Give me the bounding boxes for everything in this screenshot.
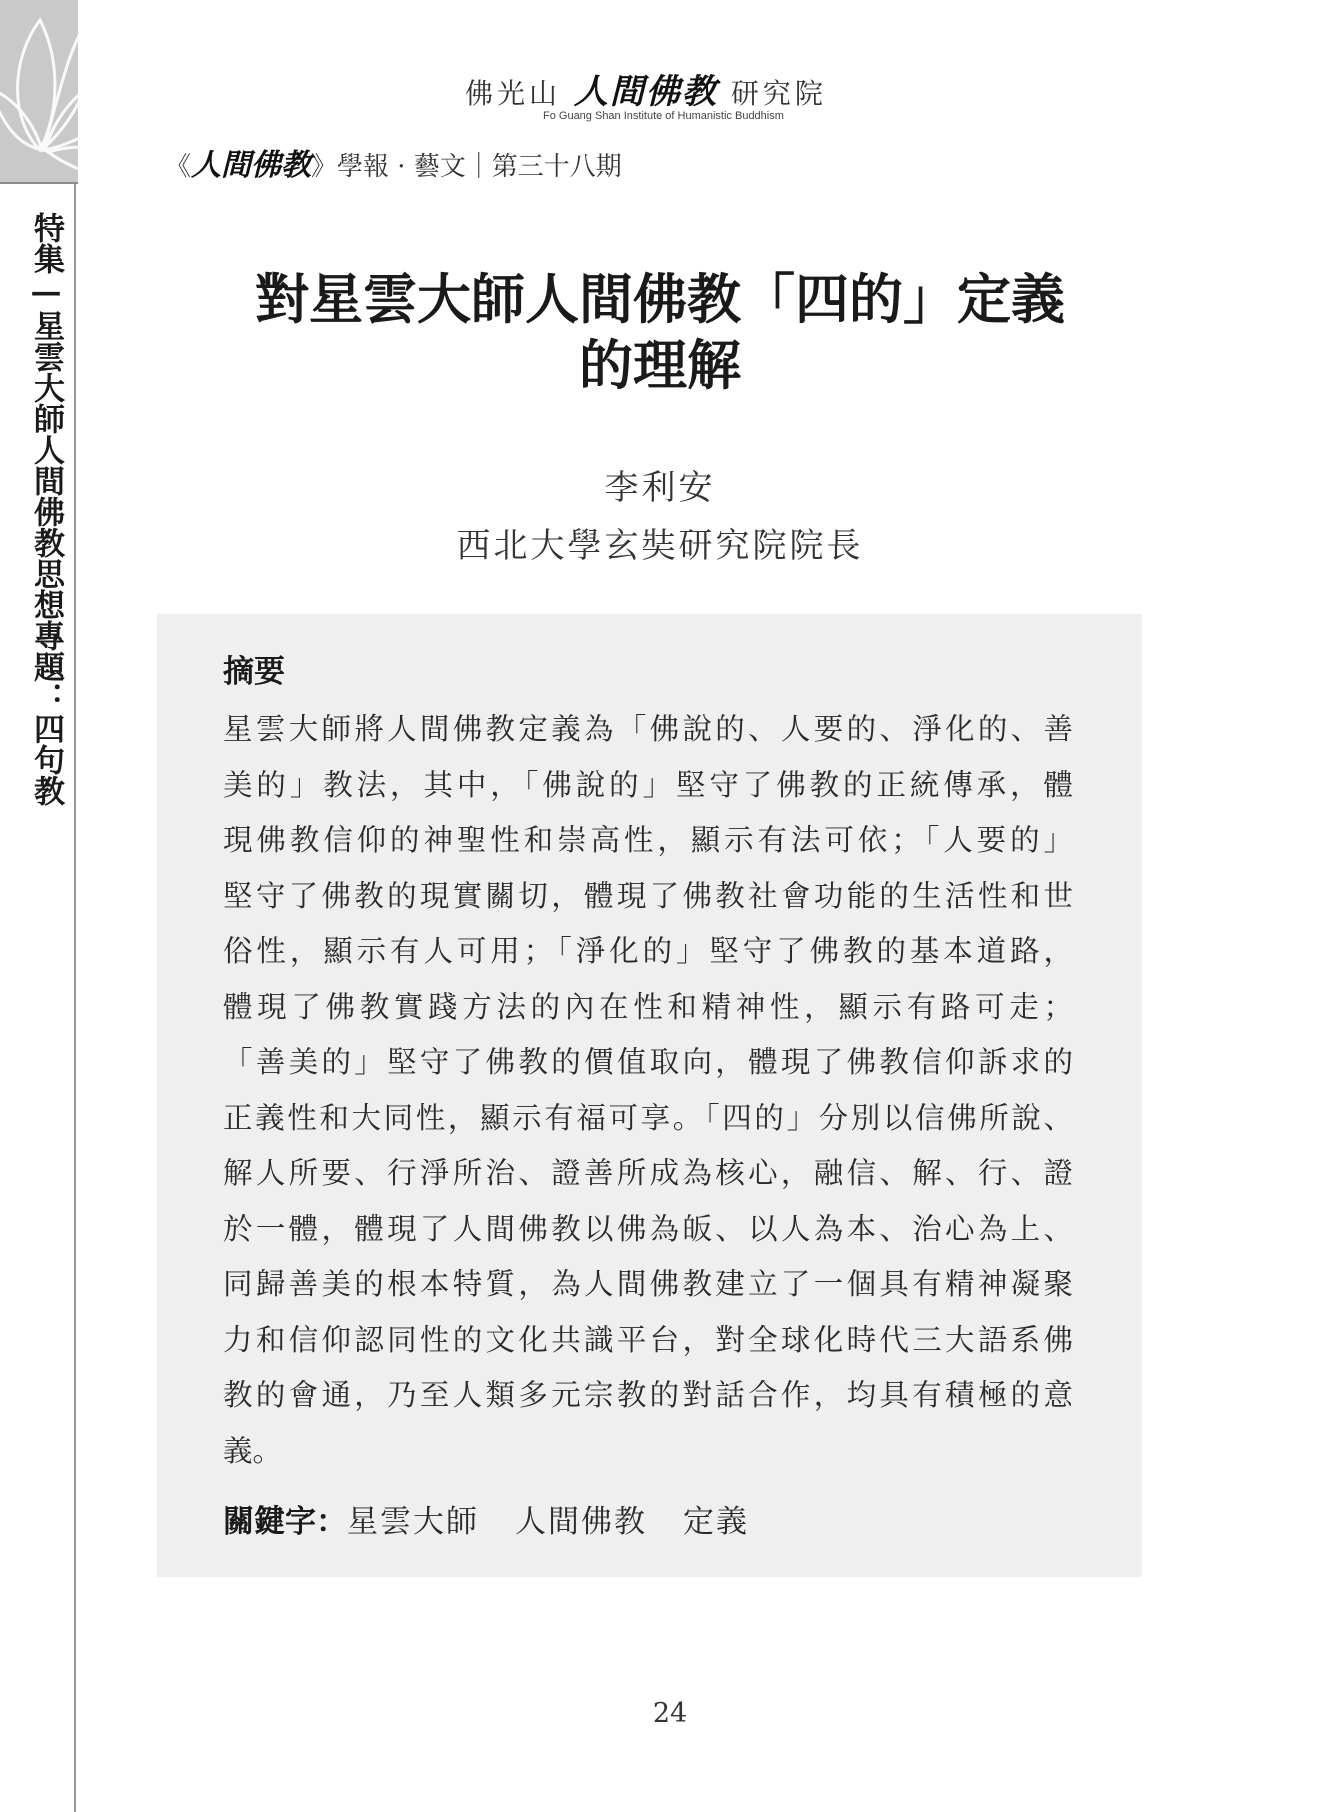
abstract-line: 同歸善美的根本特質，為人間佛教建立了一個具有精神凝聚	[223, 1267, 1073, 1301]
article-title-line-1: 對星雲大師人間佛教「四的」定義	[255, 267, 1065, 331]
institute-suffix: 研究院	[730, 77, 827, 110]
abstract-line: 教的會通，乃至人類多元宗教的對話合作，均具有積極的意	[223, 1378, 1073, 1412]
journal-open-bracket: 《	[165, 152, 192, 182]
institute-logo-calligraphy: 人間佛教	[573, 72, 718, 112]
journal-issue-text: 》學報 · 藝文｜第三十八期	[311, 152, 622, 182]
journal-running-header	[165, 140, 725, 183]
abstract-heading: 摘要	[223, 654, 285, 690]
keyword: 星雲大師	[347, 1504, 479, 1540]
section-vertical-title: 特集—星雲大師人間佛教思想專題：四句教	[28, 212, 64, 806]
keywords-row	[223, 1496, 785, 1541]
abstract-line: 體現了佛教實踐方法的內在性和精神性，顯示有路可走；	[223, 989, 1073, 1024]
institute-english-name: Fo Guang Shan Institute of Humanistic Buddhism	[543, 110, 784, 122]
abstract-line: 於一體，體現了人間佛教以佛為皈、以人為本、治心為上、	[223, 1211, 1073, 1246]
abstract-body	[223, 702, 1073, 1479]
abstract-line: 正義性和大同性，顯示有福可享。「四的」分別以信佛所說、	[223, 1100, 1073, 1135]
lotus-flower-icon	[0, 0, 180, 190]
institute-name	[465, 64, 865, 112]
abstract-line: 俗性，顯示有人可用；「淨化的」堅守了佛教的基本道路，	[223, 934, 1073, 968]
keywords-label: 關鍵字：	[223, 1504, 347, 1540]
abstract-line: 星雲大師將人間佛教定義為「佛說的、人要的、淨化的、善	[223, 712, 1073, 746]
abstract-line: 解人所要、行淨所治、證善所成為核心，融信、解、行、證	[223, 1156, 1073, 1190]
institute-prefix: 佛光山	[465, 77, 562, 110]
abstract-line: 力和信仰認同性的文化共識平台，對全球化時代三大語系佛	[223, 1322, 1073, 1357]
abstract-box	[157, 614, 1142, 1577]
abstract-line: 堅守了佛教的現實關切，體現了佛教社會功能的生活性和世	[223, 878, 1073, 913]
author-name: 李利安	[604, 468, 716, 508]
keyword: 人間佛教	[515, 1504, 647, 1540]
author-affiliation: 西北大學玄奘研究院院長	[456, 526, 864, 566]
journal-logo-calligraphy: 人間佛教	[191, 148, 312, 183]
abstract-line: 義。	[223, 1433, 283, 1468]
article-title	[160, 266, 1160, 398]
abstract-line: 美的」教法，其中，「佛說的」堅守了佛教的正統傳承，體	[223, 767, 1073, 802]
article-title-line-2: 的理解	[579, 333, 741, 397]
abstract-line: 「善美的」堅守了佛教的價值取向，體現了佛教信仰訴求的	[223, 1045, 1073, 1079]
page-number: 24	[652, 1698, 688, 1729]
abstract-line: 現佛教信仰的神聖性和崇高性，顯示有法可依；「人要的」	[223, 823, 1073, 857]
keyword: 定義	[683, 1504, 749, 1540]
